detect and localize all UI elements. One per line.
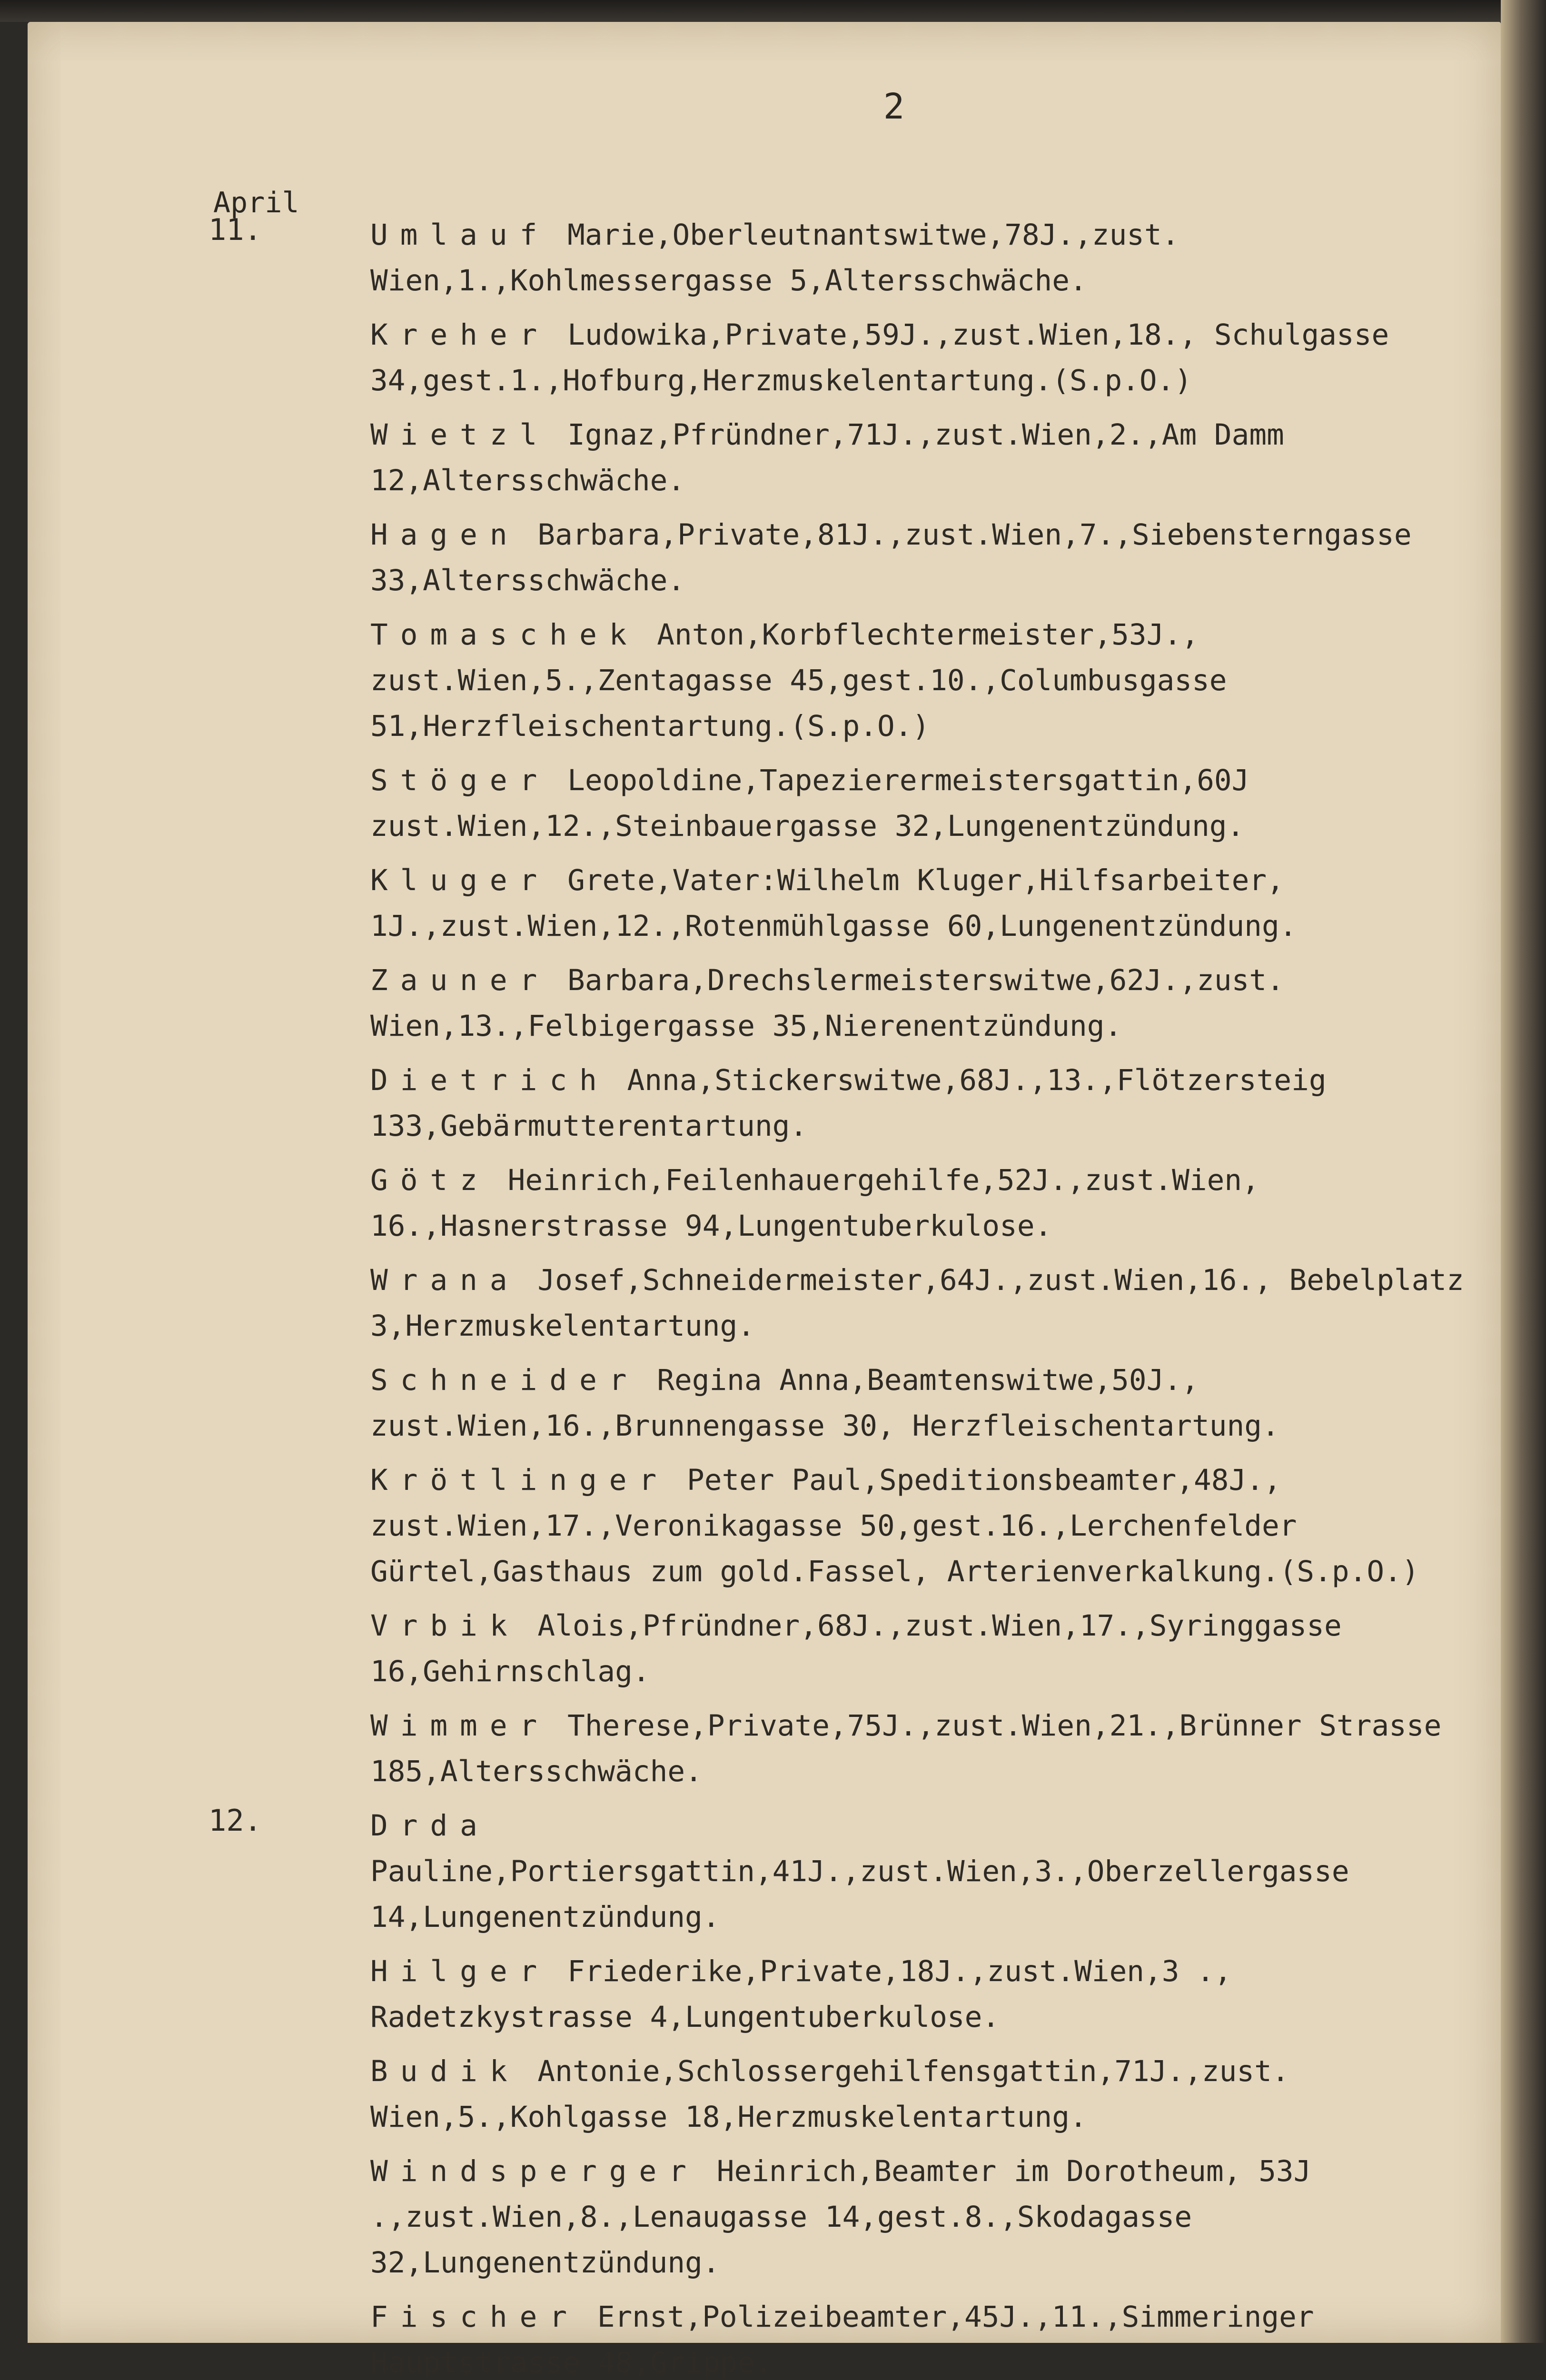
entry-details: Grete,Vater:Wilhelm Kluger,Hilfsarbeiter, 1J.,zust.Wien,12.,Rotenmühlgasse 60,Lungenentzündung. bbox=[370, 863, 1297, 943]
entry-text bbox=[370, 1949, 1475, 2040]
entry-details: Friederike,Private,18J.,zust.Wien,3 ., Radetzkystrasse 4,Lungentuberkulose. bbox=[370, 1954, 1232, 2034]
entry-details: Ludowika,Private,59J.,zust.Wien,18., Schulgasse 34,gest.1.,Hofburg,Herzmuskelentartung.(S.p.O.) bbox=[370, 318, 1389, 397]
register-entry bbox=[208, 1949, 1475, 2040]
entry-surname: Vrbik bbox=[370, 1609, 520, 1643]
entry-text bbox=[370, 858, 1475, 949]
entry-text bbox=[370, 1603, 1475, 1695]
month-label: April bbox=[213, 186, 299, 219]
entry-text bbox=[370, 958, 1475, 1049]
entry-details: Regina Anna,Beamtenswitwe,50J., zust.Wien,16.,Brunnengasse 30, Herzfleischentartung. bbox=[370, 1363, 1279, 1443]
register-entry bbox=[208, 612, 1475, 749]
register-entry bbox=[208, 758, 1475, 849]
entry-surname: Hilger bbox=[370, 1954, 550, 1988]
entry-surname: Wimmer bbox=[370, 1709, 550, 1743]
entry-details: Marie,Oberleutnantswitwe,78J.,zust. Wien,1.,Kohlmessergasse 5,Altersschwäche. bbox=[370, 218, 1179, 298]
entry-surname: Dietrich bbox=[370, 1063, 609, 1097]
entry-surname: Budik bbox=[370, 2054, 520, 2088]
register-entry bbox=[208, 212, 1475, 304]
entry-text bbox=[370, 212, 1475, 304]
entry-details: Heinrich,Feilenhauergehilfe,52J.,zust.Wien, 16.,Hasnerstrasse 94,Lungentuberkulose. bbox=[370, 1163, 1259, 1243]
entry-text bbox=[370, 1258, 1475, 1349]
entry-surname: Zauner bbox=[370, 963, 550, 997]
register-entry bbox=[208, 1603, 1475, 1695]
register-entry bbox=[208, 412, 1475, 504]
entry-details: Heinrich,Beamter im Dorotheum, 53J .,zust.Wien,8.,Lenaugasse 14,gest.8.,Skodagasse 32,Lungenentzündung. bbox=[370, 2154, 1311, 2280]
register-entry bbox=[208, 1803, 1475, 1940]
entry-text bbox=[370, 312, 1475, 404]
register-entry bbox=[208, 1458, 1475, 1595]
entry-surname: Wrana bbox=[370, 1263, 520, 1297]
entry-text bbox=[370, 2294, 1475, 2380]
entry-text bbox=[370, 1358, 1475, 1449]
entry-text bbox=[370, 1803, 1475, 1940]
entry-details: Josef,Schneidermeister,64J.,zust.Wien,16., Bebelplatz 3,Herzmuskelentartung. bbox=[370, 1263, 1464, 1343]
entry-surname: Wietzl bbox=[370, 418, 550, 452]
register-entry bbox=[208, 2294, 1475, 2380]
register-entry bbox=[208, 512, 1475, 604]
entry-details: Leopoldine,Tapezierermeistersgattin,60J zust.Wien,12.,Steinbauergasse 32,Lungenentzündung. bbox=[370, 764, 1249, 843]
entry-surname: Umlauf bbox=[370, 218, 550, 252]
register-entry bbox=[208, 1358, 1475, 1449]
document-page bbox=[28, 22, 1501, 2380]
entry-details: Anna,Stickerswitwe,68J.,13.,Flötzersteig 133,Gebärmutterentartung. bbox=[370, 1063, 1327, 1143]
register-entries bbox=[208, 212, 1475, 2380]
entry-surname: Kreher bbox=[370, 318, 550, 352]
entry-text bbox=[370, 1458, 1475, 1595]
register-entry bbox=[208, 312, 1475, 404]
entry-details: Antonie,Schlossergehilfensgattin,71J.,zust. Wien,5.,Kohlgasse 18,Herzmuskelentartung. bbox=[370, 2054, 1289, 2134]
entry-surname: Fischer bbox=[370, 2300, 580, 2334]
entry-text bbox=[370, 412, 1475, 504]
book-spine bbox=[1501, 0, 1546, 2343]
entry-surname: Drda bbox=[370, 1809, 490, 1843]
register-entry bbox=[208, 958, 1475, 1049]
entry-surname: Tomaschek bbox=[370, 618, 639, 652]
register-entry bbox=[208, 1158, 1475, 1249]
entry-text bbox=[370, 1158, 1475, 1249]
entry-text bbox=[370, 1703, 1475, 1795]
entry-details: Barbara,Private,81J.,zust.Wien,7.,Siebensterngasse 33,Altersschwäche. bbox=[370, 518, 1412, 597]
entry-details: Ernst,Polizeibeamter,45J.,11.,Simmeringer Hauptstrasse 48,Grippe. bbox=[370, 2300, 1314, 2380]
page-number: 2 bbox=[883, 86, 905, 127]
entry-surname: Windsperger bbox=[370, 2154, 699, 2188]
entry-details: Therese,Private,75J.,zust.Wien,21.,Brünner Strasse 185,Altersschwäche. bbox=[370, 1709, 1442, 1788]
register-entry bbox=[208, 2149, 1475, 2286]
entry-text bbox=[370, 1058, 1475, 1149]
entry-text bbox=[370, 2049, 1475, 2140]
register-entry bbox=[208, 1258, 1475, 1349]
entry-text bbox=[370, 512, 1475, 604]
register-entry bbox=[208, 1703, 1475, 1795]
entry-details: Alois,Pfründner,68J.,zust.Wien,17.,Syringgasse 16,Gehirnschlag. bbox=[370, 1609, 1342, 1688]
entry-details: Pauline,Portiersgattin,41J.,zust.Wien,3.,Oberzellergasse 14,Lungenentzündung. bbox=[370, 1854, 1349, 1934]
entry-details: Ignaz,Pfründner,71J.,zust.Wien,2.,Am Damm 12,Altersschwäche. bbox=[370, 418, 1284, 497]
entry-surname: Stöger bbox=[370, 764, 550, 797]
entry-surname: Kluger bbox=[370, 863, 550, 897]
entry-surname: Krötlinger bbox=[370, 1463, 669, 1497]
register-entry bbox=[208, 1058, 1475, 1149]
entry-surname: Götz bbox=[370, 1163, 490, 1197]
entry-details: Peter Paul,Speditionsbeamter,48J., zust.Wien,17.,Veronikagasse 50,gest.16.,Lerchenfelder Gürtel,Gasthaus zum gold.Fassel, Arterienverkalkung.(S.p.O.) bbox=[370, 1463, 1419, 1588]
entry-surname: Schneider bbox=[370, 1363, 639, 1397]
entry-day: 12. bbox=[208, 1803, 262, 1838]
book-top-edge bbox=[0, 0, 1546, 22]
entry-surname: Hagen bbox=[370, 518, 520, 552]
entry-details: Anton,Korbflechtermeister,53J., zust.Wien,5.,Zentagasse 45,gest.10.,Columbusgasse 51,Herzfleischentartung.(S.p.O.) bbox=[370, 618, 1227, 743]
entry-text bbox=[370, 758, 1475, 849]
register-entry bbox=[208, 2049, 1475, 2140]
entry-details: Barbara,Drechslermeisterswitwe,62J.,zust. Wien,13.,Felbigergasse 35,Nierenentzündung. bbox=[370, 963, 1284, 1043]
register-entry bbox=[208, 858, 1475, 949]
entry-text bbox=[370, 2149, 1475, 2286]
entry-day: 11. bbox=[208, 212, 262, 247]
entry-text bbox=[370, 612, 1475, 749]
